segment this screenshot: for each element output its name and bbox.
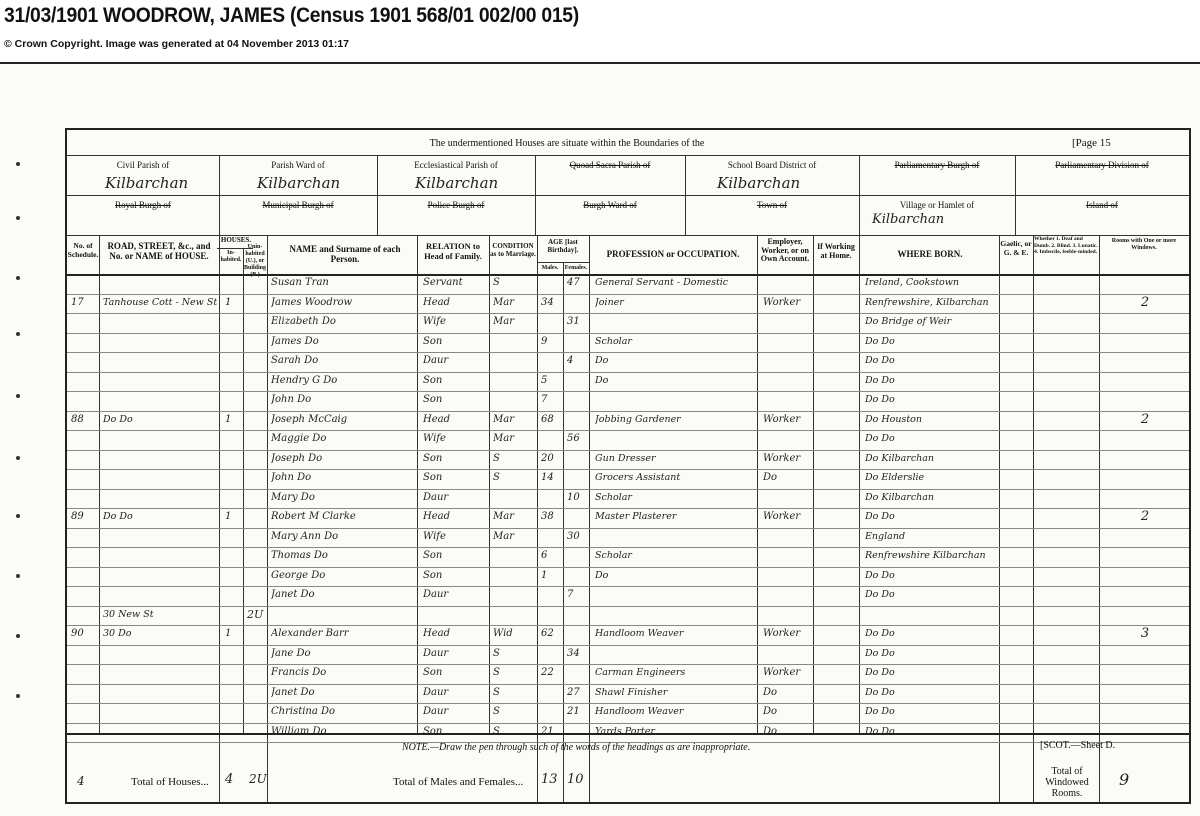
row-rule — [67, 391, 1189, 392]
row-name: Elizabeth Do — [271, 316, 336, 327]
parish-ward-label: Parish Ward of — [271, 160, 325, 170]
row-age-male: 14 — [541, 472, 554, 483]
divider — [99, 235, 100, 733]
row-relation: Son — [423, 374, 443, 386]
row-where-born: Do Do — [865, 433, 895, 444]
eccl-parish-value: Kilbarchan — [415, 174, 499, 192]
row-rooms: 2 — [1140, 411, 1150, 427]
row-schedule: 90 — [71, 628, 84, 639]
total-uninhabited: 2U — [249, 772, 267, 786]
row-relation: Head — [423, 296, 451, 308]
row-where-born: Do Do — [865, 647, 895, 659]
row-rule — [67, 664, 1189, 665]
row-relation: Daur — [423, 686, 449, 698]
row-where-born: Ireland, Cookstown — [865, 277, 959, 288]
col-age: AGE [last Birthday]. — [547, 238, 579, 254]
row-occupation: Carman Engineers — [595, 667, 686, 678]
row-rule — [67, 450, 1189, 451]
divider — [757, 235, 758, 733]
row-where-born: Do Do — [865, 667, 895, 678]
rule — [67, 195, 1189, 196]
quoad-sacra-label: Quoad Sacra Parish of — [569, 160, 651, 170]
row-occupation: General Servant - Domestic — [595, 277, 729, 288]
boundaries-heading: The undermentioned Houses are situate within the Boundaries of the — [429, 138, 705, 149]
margin-mark — [16, 162, 20, 166]
row-relation: Son — [423, 335, 443, 347]
row-where-born: Do Do — [865, 569, 895, 581]
row-rule — [67, 411, 1189, 412]
row-name: Joseph Do — [271, 452, 323, 464]
record-title: 31/03/1901 WOODROW, JAMES (Census 1901 568/01 002/00 015) — [4, 4, 579, 27]
row-condition: Mar — [493, 316, 514, 327]
row-rule — [67, 586, 1189, 587]
sheet-label: [SCOT.—Sheet D. — [1040, 740, 1116, 751]
row-road: Tanhouse Cott - New St — [103, 296, 217, 308]
row-uninhabited-mark: 2U — [247, 607, 264, 621]
divider — [1033, 235, 1034, 802]
row-relation: Son — [423, 550, 443, 561]
row-rule — [67, 352, 1189, 353]
col-where-born: WHERE BORN. — [897, 249, 963, 259]
row-rule — [67, 313, 1189, 314]
row-rule — [67, 469, 1189, 470]
row-where-born: Do Do — [865, 589, 895, 600]
row-name: Mary Do — [271, 491, 315, 503]
row-employer: Do — [763, 472, 778, 483]
row-employer: Do — [763, 706, 778, 717]
census-sheet — [0, 62, 1200, 816]
row-rule — [67, 723, 1189, 724]
row-inhabited: 1 — [225, 628, 232, 639]
row-occupation: Scholar — [595, 335, 632, 347]
row-employer: Worker — [763, 667, 801, 678]
rule — [217, 248, 253, 249]
row-employer: Worker — [763, 511, 801, 522]
row-relation: Head — [423, 511, 451, 522]
margin-mark — [16, 634, 20, 638]
row-rule — [67, 430, 1189, 431]
row-where-born: Do Elderslie — [865, 472, 925, 483]
col-relation: RELATION to Head of Family. — [424, 241, 482, 261]
row-occupation: Do — [595, 569, 609, 581]
col-rooms: Rooms with One or more Windows. — [1111, 238, 1177, 251]
row-name: Christina Do — [271, 706, 336, 717]
margin-mark — [16, 276, 20, 280]
row-rule — [67, 294, 1189, 295]
row-relation: Servant — [423, 277, 463, 288]
row-age-female: 21 — [567, 706, 580, 717]
divider — [243, 248, 244, 733]
island-label: Island of — [1086, 200, 1118, 210]
row-occupation: Scholar — [595, 491, 632, 503]
row-employer: Worker — [763, 452, 801, 464]
row-name: Maggie Do — [271, 433, 327, 444]
row-name: Jane Do — [271, 647, 311, 659]
row-name: Susan Tran — [271, 277, 329, 288]
row-road: Do Do — [103, 413, 133, 425]
row-relation: Head — [423, 413, 451, 425]
row-rule — [67, 547, 1189, 548]
divider — [999, 235, 1000, 802]
parl-burgh-label: Parliamentary Burgh of — [894, 160, 980, 170]
col-condition: CONDITION as to Marriage. — [490, 242, 536, 258]
col-employer: Employer, Worker, or on Own Account. — [760, 237, 810, 263]
row-condition: S — [493, 452, 500, 464]
row-road: 30 Do — [103, 628, 132, 639]
row-relation: Wife — [423, 316, 446, 327]
row-occupation: Handloom Weaver — [595, 628, 684, 639]
col-whether: Whether 1. Deaf and Dumb. 2. Blind. 3. Lunatic. 4. Imbecile, feeble-minded. — [1034, 236, 1098, 255]
burgh-ward-label: Burgh Ward of — [583, 200, 637, 210]
row-age-male: 38 — [541, 511, 554, 522]
row-name: Sarah Do — [271, 355, 319, 366]
row-rule — [67, 489, 1189, 490]
row-name: Robert M Clarke — [271, 511, 356, 522]
row-occupation: Do — [595, 355, 609, 366]
row-where-born: Renfrewshire Kilbarchan — [865, 550, 986, 561]
margin-mark — [16, 332, 20, 336]
row-condition: S — [493, 277, 500, 288]
row-where-born: Do Houston — [865, 413, 923, 425]
col-profession: PROFESSION or OCCUPATION. — [606, 249, 740, 259]
divider — [219, 235, 220, 802]
row-relation: Son — [423, 472, 443, 483]
row-age-male: 21 — [541, 725, 554, 737]
row-occupation: Joiner — [595, 296, 624, 308]
parl-division-label: Parliamentary Division of — [1055, 160, 1149, 170]
eccl-parish-label: Ecclesiastical Parish of — [414, 160, 498, 170]
village-value: Kilbarchan — [872, 212, 945, 227]
row-condition: S — [493, 647, 500, 659]
row-age-female: 10 — [567, 491, 580, 503]
row-condition: S — [493, 725, 500, 737]
civil-parish-value: Kilbarchan — [105, 174, 189, 192]
row-name: Hendry G Do — [271, 374, 338, 386]
row-age-female: 31 — [567, 316, 580, 327]
row-age-female: 47 — [567, 277, 580, 288]
row-where-born: Do Do — [865, 511, 895, 522]
row-inhabited: 1 — [225, 296, 232, 308]
row-age-female: 7 — [567, 589, 574, 600]
row-relation: Son — [423, 569, 443, 581]
row-employer: Do — [763, 725, 778, 737]
row-relation: Wife — [423, 433, 446, 444]
margin-mark — [16, 514, 20, 518]
row-rule — [67, 684, 1189, 685]
row-employer: Do — [763, 686, 778, 698]
row-occupation: Shawl Finisher — [595, 686, 668, 698]
row-rule — [67, 645, 1189, 646]
margin-mark — [16, 574, 20, 578]
row-age-male: 22 — [541, 667, 554, 678]
row-where-born: Do Do — [865, 725, 895, 737]
royal-burgh-label: Royal Burgh of — [115, 200, 171, 210]
row-condition: Mar — [493, 433, 514, 444]
row-age-male: 34 — [541, 296, 554, 308]
row-relation: Son — [423, 394, 443, 405]
col-houses: HOUSES. — [220, 236, 252, 244]
divider — [417, 235, 418, 733]
row-inhabited: 1 — [225, 511, 232, 522]
row-age-male: 6 — [541, 550, 548, 561]
row-where-born: Do Do — [865, 686, 895, 698]
row-age-female: 30 — [567, 530, 580, 542]
divider — [589, 235, 590, 802]
row-where-born: England — [865, 530, 906, 542]
margin-mark — [16, 394, 20, 398]
row-schedule: 88 — [71, 413, 84, 425]
row-relation: Head — [423, 628, 451, 639]
row-relation: Wife — [423, 530, 446, 542]
col-schedule: No. of Schedule. — [67, 241, 99, 259]
row-condition: Wid — [493, 628, 513, 639]
row-condition: Mar — [493, 530, 514, 542]
row-condition: S — [493, 472, 500, 483]
row-employer: Worker — [763, 628, 801, 639]
row-where-born: Do Do — [865, 394, 895, 405]
row-rule — [67, 625, 1189, 626]
row-name: Thomas Do — [271, 550, 328, 561]
school-board-value: Kilbarchan — [717, 174, 801, 192]
row-relation: Son — [423, 725, 443, 737]
total-schedules: 4 — [77, 774, 85, 788]
row-rule — [67, 528, 1189, 529]
row-condition: S — [493, 667, 500, 678]
row-condition: Mar — [493, 296, 514, 308]
row-name: James Do — [271, 335, 319, 347]
rule — [67, 733, 1189, 735]
col-uninhabited: Unin-habited (U.), or Building (B.) — [243, 244, 266, 278]
row-age-male: 5 — [541, 374, 548, 386]
row-age-male: 1 — [541, 569, 548, 581]
police-burgh-label: Police Burgh of — [427, 200, 485, 210]
col-road: ROAD, STREET, &c., and No. or NAME of HOUSE. — [107, 241, 211, 261]
row-relation: Daur — [423, 355, 449, 366]
row-occupation: Yards Porter — [595, 725, 655, 737]
divider — [267, 235, 268, 802]
town-label: Town of — [756, 200, 788, 210]
village-label: Village or Hamlet of — [899, 200, 975, 210]
parish-ward-value: Kilbarchan — [257, 174, 341, 192]
row-relation: Son — [423, 667, 443, 678]
row-where-born: Do Bridge of Weir — [865, 316, 952, 327]
row-employer: Worker — [763, 296, 801, 308]
row-name: John Do — [271, 394, 312, 405]
row-occupation: Do — [595, 374, 609, 386]
row-where-born: Renfrewshire, Kilbarchan — [865, 296, 989, 308]
row-relation: Son — [423, 452, 443, 464]
divider — [489, 235, 490, 733]
divider — [537, 235, 538, 802]
total-females: 10 — [567, 772, 584, 787]
row-name: George Do — [271, 569, 326, 581]
total-mf-label: Total of Males and Females... — [393, 776, 524, 788]
row-rooms: 2 — [1140, 509, 1150, 524]
row-occupation: Gun Dresser — [595, 452, 656, 464]
row-schedule: 17 — [71, 296, 84, 308]
row-name: Joseph McCaig — [271, 413, 348, 425]
row-age-male: 7 — [541, 394, 548, 405]
row-occupation: Grocers Assistant — [595, 472, 681, 483]
row-condition: S — [493, 706, 500, 717]
row-age-male: 20 — [541, 452, 554, 464]
row-age-male: 68 — [541, 413, 554, 425]
total-windowed: 9 — [1119, 770, 1130, 789]
row-rule — [67, 333, 1189, 334]
municipal-burgh-label: Municipal Burgh of — [262, 200, 334, 210]
image-header — [0, 0, 1200, 62]
col-if-working: If Working at Home. — [817, 242, 855, 260]
row-name: Francis Do — [271, 667, 327, 678]
row-occupation: Jobbing Gardener — [595, 413, 681, 425]
divider — [859, 235, 860, 733]
col-inhabited: In-habited. — [220, 250, 242, 263]
row-name: John Do — [271, 472, 312, 483]
col-males: Males. — [541, 265, 559, 271]
total-windowed-label: Total of Windowed Rooms. — [1045, 766, 1089, 799]
row-name: James Woodrow — [271, 296, 353, 308]
row-where-born: Do Do — [865, 628, 895, 639]
row-rooms: 2 — [1140, 294, 1150, 310]
row-occupation: Handloom Weaver — [595, 706, 684, 717]
row-road: 30 New St — [103, 608, 154, 620]
total-houses-label: Total of Houses... — [131, 776, 209, 788]
divider — [1099, 235, 1100, 802]
census-form — [65, 128, 1191, 804]
row-where-born: Do Do — [865, 355, 895, 366]
row-age-female: 34 — [567, 647, 580, 659]
row-relation: Daur — [423, 647, 449, 659]
total-inhabited: 4 — [225, 772, 234, 787]
copyright-notice: © Crown Copyright. Image was generated at 04 November 2013 01:17 — [4, 38, 350, 50]
row-relation: Daur — [423, 706, 449, 717]
rule — [67, 155, 1189, 156]
civil-parish-label: Civil Parish of — [116, 160, 170, 170]
divider — [813, 235, 814, 733]
row-employer: Worker — [763, 413, 801, 425]
row-name: Mary Ann Do — [271, 530, 339, 542]
row-road: Do Do — [103, 511, 133, 522]
row-age-female: 27 — [567, 686, 580, 698]
row-condition: S — [493, 686, 500, 698]
row-age-male: 9 — [541, 335, 548, 347]
row-name: William Do — [271, 725, 327, 737]
row-rule — [67, 703, 1189, 704]
row-name: Janet Do — [271, 589, 315, 600]
school-board-label: School Board District of — [727, 160, 817, 170]
row-inhabited: 1 — [225, 413, 232, 425]
row-where-born: Do Do — [865, 335, 895, 347]
row-relation: Daur — [423, 491, 449, 503]
row-rule — [67, 508, 1189, 509]
total-males: 13 — [541, 772, 558, 787]
row-condition: Mar — [493, 413, 514, 425]
row-where-born: Do Do — [865, 706, 895, 717]
row-rooms: 3 — [1140, 626, 1150, 641]
row-where-born: Do Kilbarchan — [865, 452, 935, 464]
row-age-female: 4 — [567, 355, 574, 366]
rule — [67, 274, 1189, 276]
margin-mark — [16, 456, 20, 460]
page-number: [Page 15 — [1072, 137, 1111, 149]
row-name: Janet Do — [271, 686, 315, 698]
row-rule — [67, 567, 1189, 568]
row-occupation: Scholar — [595, 550, 632, 561]
divider — [563, 262, 564, 802]
row-condition: Mar — [493, 511, 514, 522]
form-note: NOTE.—Draw the pen through such of the words of the headings as are inappropriate. — [402, 742, 751, 753]
margin-mark — [16, 694, 20, 698]
row-occupation: Master Plasterer — [595, 511, 677, 522]
col-gaelic: Gaelic, or G. & E. — [1000, 239, 1032, 257]
row-age-female: 56 — [567, 433, 580, 444]
row-schedule: 89 — [71, 511, 84, 522]
row-name: Alexander Barr — [271, 628, 349, 639]
col-name: NAME and Surname of each Person. — [289, 244, 401, 264]
row-where-born: Do Kilbarchan — [865, 491, 935, 503]
margin-mark — [16, 216, 20, 220]
row-relation: Daur — [423, 589, 449, 600]
row-rule — [67, 606, 1189, 607]
row-age-male: 62 — [541, 628, 554, 639]
row-where-born: Do Do — [865, 374, 895, 386]
row-rule — [67, 372, 1189, 373]
col-females: Females. — [564, 265, 588, 271]
